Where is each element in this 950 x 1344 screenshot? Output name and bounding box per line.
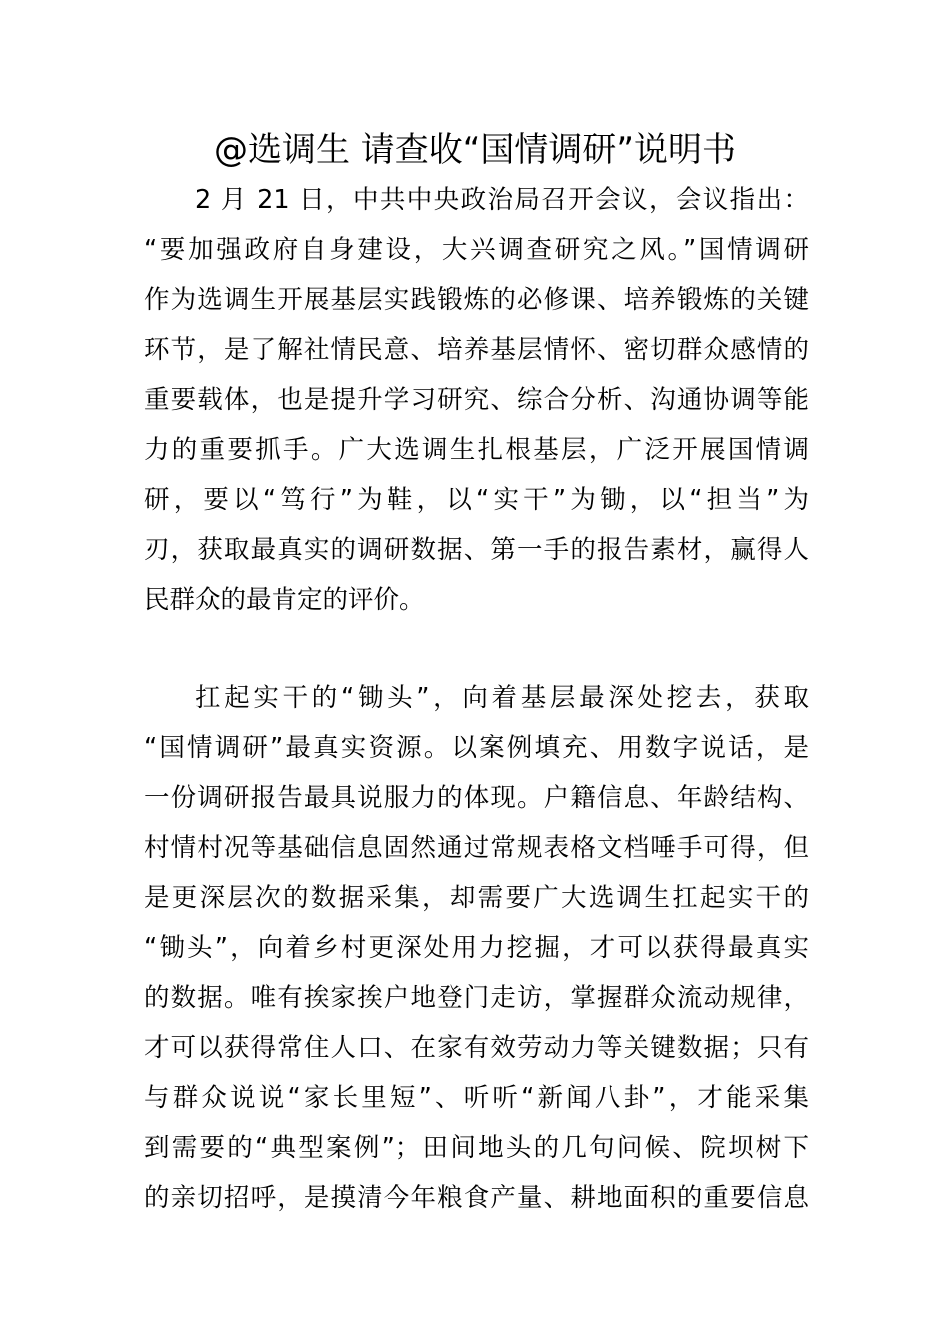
paragraph-line: “锄头”，向着乡村更深处用力挖掘，才可以获得最真实: [144, 933, 809, 963]
paragraph-line: 刃，获取最真实的调研数据、第一手的报告素材，赢得人: [144, 535, 809, 565]
paragraph-line: 作为选调生开展基层实践锻炼的必修课、培养锻炼的关键: [144, 285, 809, 315]
paragraph-line: 与群众说说“家长里短”、听听“新闻八卦”，才能采集: [144, 1083, 809, 1113]
paragraph-2: [144, 673, 809, 1223]
paragraph-line: 研，要以“笃行”为鞋，以“实干”为锄，以“担当”为: [144, 485, 809, 515]
paragraph-line: 扛起实干的“锄头”，向着基层最深处挖去，获取: [195, 683, 809, 713]
paragraph-line: 的数据。唯有挨家挨户地登门走访，掌握群众流动规律，: [144, 983, 809, 1013]
paragraph-line: 力的重要抓手。广大选调生扎根基层，广泛开展国情调: [144, 435, 809, 465]
paragraph-line: 环节，是了解社情民意、培养基层情怀、密切群众感情的: [144, 335, 809, 365]
paragraph-line: 是更深层次的数据采集，却需要广大选调生扛起实干的: [144, 883, 809, 913]
paragraph-line: 才可以获得常住人口、在家有效劳动力等关键数据；只有: [144, 1033, 809, 1063]
document-title: @选调生 请查收“国情调研”说明书: [213, 130, 737, 170]
paragraph-line: 到需要的“典型案例”；田间地头的几句问候、院坝树下: [144, 1133, 809, 1163]
paragraph-1: [144, 175, 809, 625]
paragraph-line: 一份调研报告最具说服力的体现。户籍信息、年龄结构、: [144, 783, 809, 813]
paragraph-line: 2 月 21 日，中共中央政治局召开会议，会议指出：: [195, 185, 809, 215]
paragraph-line: 重要载体，也是提升学习研究、综合分析、沟通协调等能: [144, 385, 809, 415]
paragraph-line: 的亲切招呼，是摸清今年粮食产量、耕地面积的重要信息: [144, 1183, 809, 1213]
paragraph-line: “国情调研”最真实资源。以案例填充、用数字说话，是: [144, 733, 809, 763]
paragraph-line: 民群众的最肯定的评价。: [144, 585, 425, 615]
paragraph-line: 村情村况等基础信息固然通过常规表格文档唾手可得，但: [144, 833, 809, 863]
paragraph-line: “要加强政府自身建设，大兴调查研究之风。”国情调研: [144, 235, 809, 265]
